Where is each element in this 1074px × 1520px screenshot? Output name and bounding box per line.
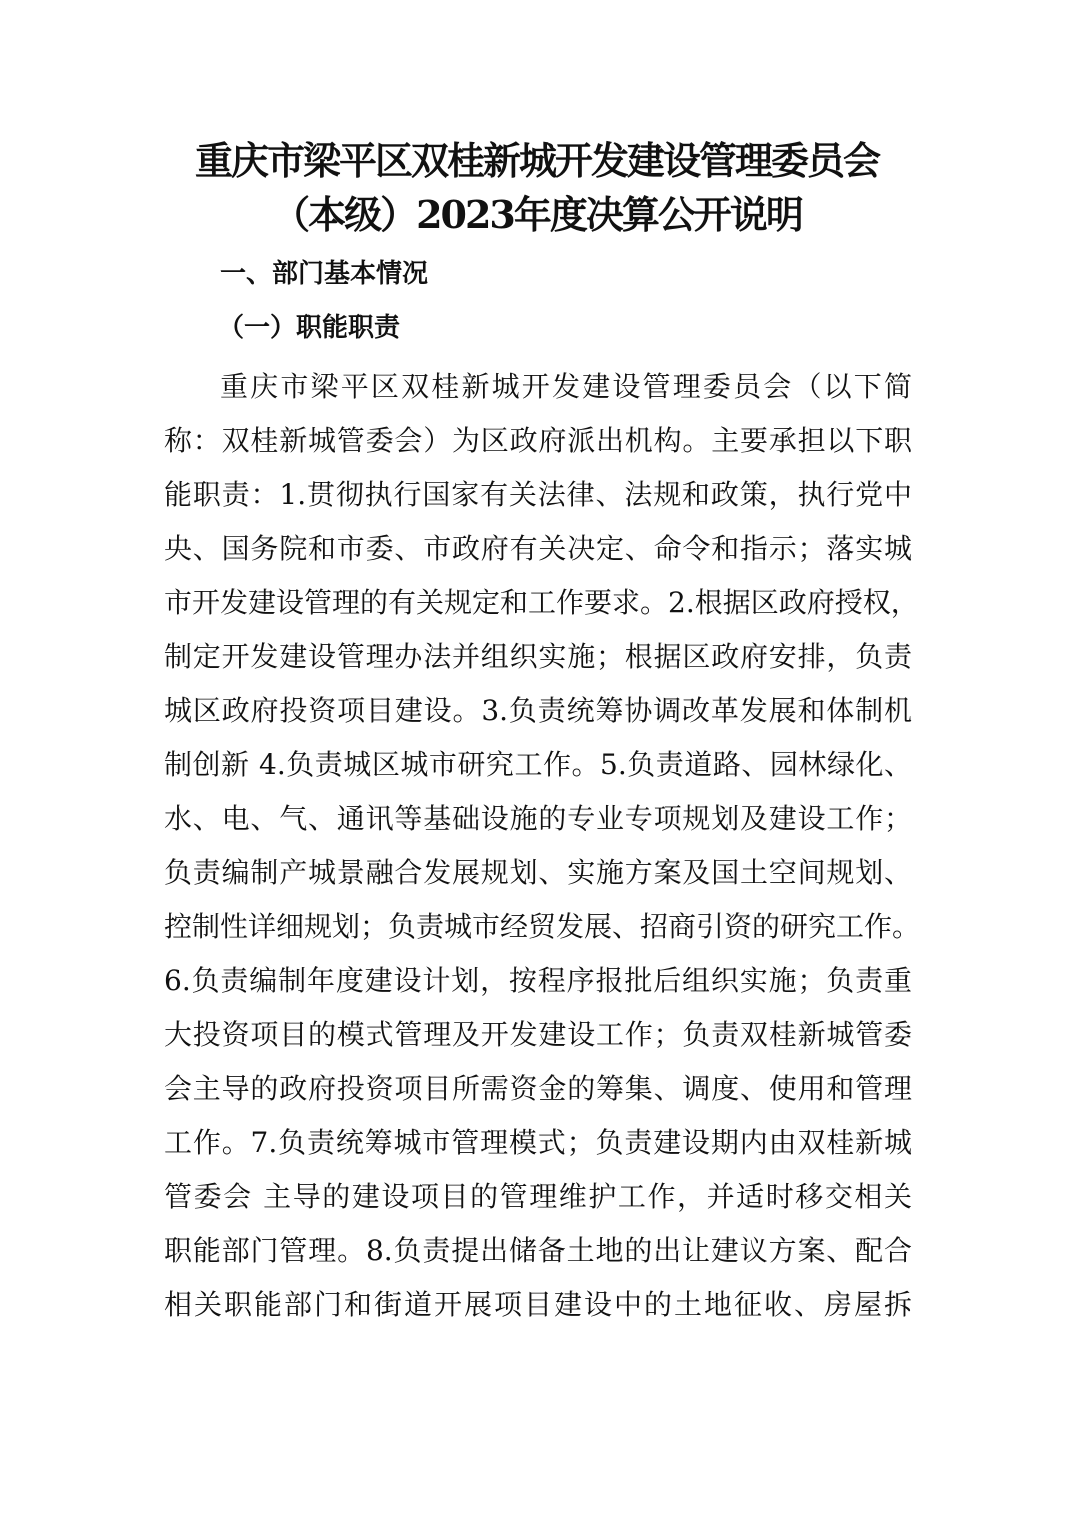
body-line: 控制性详细规划；负责城市经贸发展、招商引资的研究工作。 — [164, 910, 921, 943]
document-title-line-1: 重庆市梁平区双桂新城开发建设管理委员会 — [194, 138, 879, 183]
subsection-heading-functions: （一）职能职责 — [218, 313, 401, 343]
body-line: 城区政府投资项目建设。3.负责统筹协调改革发展和体制机 — [164, 694, 912, 727]
body-line: 称：双桂新城管委会）为区政府派出机构。主要承担以下职 — [164, 424, 912, 457]
body-line: 制定开发建设管理办法并组织实施；根据区政府安排，负责 — [164, 640, 912, 673]
body-line: 重庆市梁平区双桂新城开发建设管理委员会（以下简 — [220, 370, 912, 403]
body-line: 相关职能部门和街道开展项目建设中的土地征收、房屋拆 — [164, 1288, 912, 1321]
body-line: 管委会 主导的建设项目的管理维护工作，并适时移交相关 — [164, 1180, 912, 1213]
body-line: 负责编制产城景融合发展规划、实施方案及国土空间规划、 — [164, 856, 912, 889]
body-line: 6.负责编制年度建设计划，按程序报批后组织实施；负责重 — [164, 964, 912, 997]
body-line: 职能部门管理。8.负责提出储备土地的出让建议方案、配合 — [164, 1234, 912, 1267]
body-line: 水、电、气、通讯等基础设施的专业专项规划及建设工作； — [164, 802, 912, 835]
body-line: 工作。7.负责统筹城市管理模式；负责建设期内由双桂新城 — [164, 1126, 912, 1159]
section-heading-basic-info: 一、部门基本情况 — [220, 259, 429, 289]
body-line: 市开发建设管理的有关规定和工作要求。2.根据区政府授权， — [164, 586, 919, 619]
document-title-line-2: （本级）2023年度决算公开说明 — [272, 192, 802, 237]
body-line: 会主导的政府投资项目所需资金的筹集、调度、使用和管理 — [164, 1072, 912, 1105]
body-line: 能职责：1.贯彻执行国家有关法律、法规和政策，执行党中 — [164, 478, 912, 511]
body-line: 大投资项目的模式管理及开发建设工作；负责双桂新城管委 — [164, 1018, 912, 1051]
body-line: 制创新 4.负责城区城市研究工作。5.负责道路、园林绿化、 — [164, 748, 912, 781]
body-paragraph — [164, 360, 924, 1332]
body-line: 央、国务院和市委、市政府有关决定、命令和指示；落实城 — [164, 532, 912, 565]
